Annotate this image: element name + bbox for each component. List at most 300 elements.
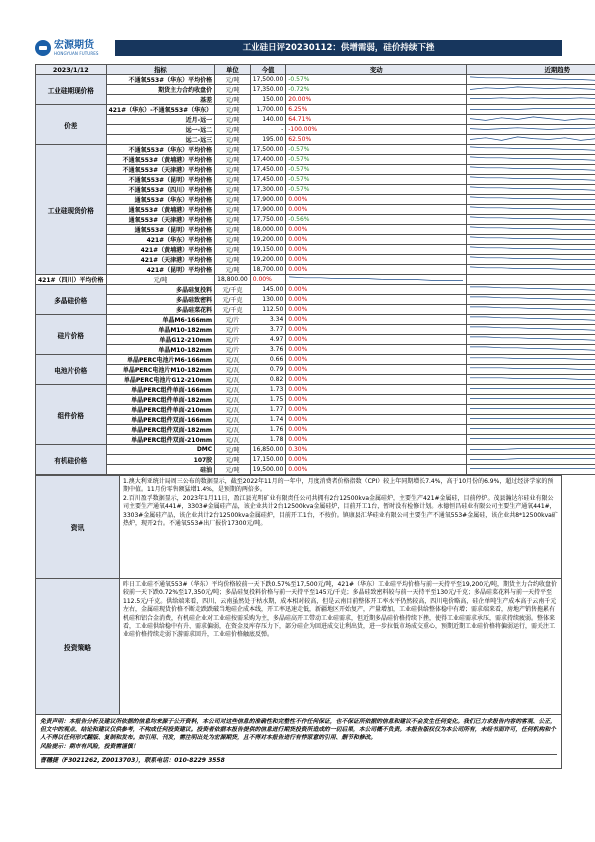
- sparkline: [467, 235, 595, 244]
- price-cell: 17,900.00: [250, 195, 286, 205]
- title-bar: [35, 30, 562, 64]
- table-row: [36, 125, 595, 135]
- change-cell: 20.00%: [286, 95, 467, 105]
- header-indicator: 指标: [106, 65, 215, 75]
- price-cell: 17,350.00: [250, 85, 286, 95]
- news-row: [36, 476, 562, 579]
- sparkline: [467, 315, 595, 324]
- sparkline: [467, 445, 595, 454]
- sparkline: [467, 155, 595, 164]
- table-row: [36, 305, 595, 315]
- unit-cell: 元/瓦: [215, 365, 251, 375]
- trend-cell: [467, 115, 595, 125]
- sparkline-line: [470, 358, 595, 360]
- sparkline-line: [470, 177, 595, 181]
- trend-cell: [467, 235, 595, 245]
- change-cell: 0.00%: [286, 385, 467, 395]
- unit-cell: 元/瓦: [215, 425, 251, 435]
- unit-cell: 元/瓦: [215, 415, 251, 425]
- price-cell: 4.97: [250, 335, 286, 345]
- indicator-name: 421#（华东）-不通氧553#（华东）: [106, 105, 215, 115]
- header-unit: 单位: [215, 65, 251, 75]
- sparkline-line: [470, 267, 595, 271]
- sparkline: [467, 285, 595, 294]
- price-cell: 19,500.00: [250, 465, 286, 475]
- sparkline: [467, 135, 595, 144]
- indicator-name: DMC: [106, 445, 215, 455]
- unit-cell: 元/吨: [215, 195, 251, 205]
- sparkline: [467, 105, 595, 114]
- advice-label: 投资策略: [36, 579, 120, 715]
- sparkline: [467, 115, 595, 124]
- sparkline: [467, 325, 595, 334]
- unit-cell: 元/吨: [215, 115, 251, 125]
- sparkline-line: [470, 327, 595, 331]
- change-cell: 0.00%: [286, 315, 467, 325]
- trend-cell: [467, 75, 595, 85]
- table-row: [36, 85, 595, 95]
- table-row: [36, 105, 595, 115]
- trend-cell: [467, 215, 595, 225]
- unit-cell: 元/吨: [215, 105, 251, 115]
- sparkline-line: [470, 187, 595, 191]
- category-cell: 有机硅价格: [36, 445, 107, 475]
- table-row: [36, 115, 595, 125]
- price-cell: 19,150.00: [250, 245, 286, 255]
- trend-cell: [467, 315, 595, 325]
- table-body: [36, 75, 595, 475]
- unit-cell: 元/片: [215, 335, 251, 345]
- change-cell: 0.00%: [286, 375, 467, 385]
- trend-cell: [467, 455, 595, 465]
- change-cell: 0.00%: [286, 255, 467, 265]
- trend-cell: [467, 135, 595, 145]
- price-table: [35, 64, 595, 475]
- change-cell: 64.71%: [286, 115, 467, 125]
- indicator-name: 远一-远二: [106, 125, 215, 135]
- sparkline: [467, 175, 595, 184]
- risk-note: 风险提示：期市有风险，投资需谨慎！: [40, 743, 139, 750]
- indicator-name: 单晶M10-182mm: [106, 325, 215, 335]
- trend-cell: [286, 275, 467, 285]
- indicator-name: 421#（昆明）平均价格: [106, 265, 215, 275]
- unit-cell: 元/吨: [215, 125, 251, 135]
- indicator-name: 107胶: [106, 455, 215, 465]
- price-cell: 17,900.00: [250, 205, 286, 215]
- indicator-name: 多晶硅复投料: [106, 285, 215, 295]
- table-row: [36, 415, 595, 425]
- unit-cell: 元/千克: [215, 305, 251, 315]
- price-cell: 17,450.00: [250, 175, 286, 185]
- indicator-name: 多晶硅菜花料: [106, 305, 215, 315]
- unit-cell: 元/吨: [215, 265, 251, 275]
- table-row: [36, 425, 595, 435]
- change-cell: 0.00%: [250, 275, 286, 285]
- sparkline-line: [470, 449, 595, 450]
- unit-cell: 元/吨: [215, 175, 251, 185]
- report-title: 工业硅日评20230112：供增需弱，硅价持续下挫: [115, 40, 562, 56]
- advice-text: 昨日工业硅不通氧553#（华东）平均价格较前一天下跌0.57%至17,500元/吨，421#（华东）工业硅平均价格与前一天持平至19,200元/吨，期货主力合约收盘价较前一天下跌0.72%至17,350元/吨；多晶硅复投料价格与前一天持平至145元/千克；多晶硅致密料较与前一天持平至130元/千克；多晶硅菜花料与前一天持平至112.5元/千克。供给端来看，四川、云南虽然处于枯水期，成本相对较高，但是云南目前整体开工率水平仍然较高，四川电价略高，硅企单吨生产成本高于云南千元左右，金属硅现货价格不断走跌跌破当地硅企成本线，开工率迅速走低，新疆地区开始复产，产量增加，工业硅供给整体稳中有增；需求端来看，房地产销售拖累有机硅和铝合金消费，有机硅企业对工业硅按需采购为主，多晶硅高开工带动工业硅需求，但近期多晶硅价格持续下挫，使得工业硅需求承压，需求持续疲弱。整体来看，工业硅供给稳中有升、需求偏弱，在资金及库存压力下，部分硅企为回进成交让利出货，进一步拉低市场成交重心，预期近期工业硅价格将偏弱运行，需关注工业硅价格持续走弱下游需求回升，工业硅价格触底反弹。: [120, 579, 562, 715]
- trend-cell: [467, 255, 595, 265]
- unit-cell: 元/吨: [215, 455, 251, 465]
- table-row: [36, 375, 595, 385]
- category-cell: 工业硅期现价格: [36, 75, 107, 105]
- trend-cell: [467, 145, 595, 155]
- sparkline: [467, 415, 595, 424]
- change-cell: 0.00%: [286, 235, 467, 245]
- sparkline-line: [470, 317, 595, 321]
- indicator-name: 421#（四川）平均价格: [36, 275, 107, 285]
- indicator-name: 通氧553#（天津港）平均价格: [106, 215, 215, 225]
- price-cell: 19,200.00: [250, 255, 286, 265]
- indicator-name: 单晶PERC组件单面-166mm: [106, 385, 215, 395]
- category-cell: 多晶硅价格: [36, 285, 107, 315]
- table-row: [36, 295, 595, 305]
- sparkline-line: [470, 197, 595, 201]
- price-cell: 17,500.00: [250, 75, 286, 85]
- sparkline-line: [470, 137, 595, 141]
- trend-cell: [467, 465, 595, 475]
- sparkline-line: [470, 297, 595, 301]
- sparkline-line: [470, 128, 595, 130]
- sparkline-line: [470, 307, 595, 311]
- unit-cell: 元/吨: [215, 75, 251, 85]
- sparkline: [467, 375, 595, 384]
- price-cell: 145.00: [250, 285, 286, 295]
- indicator-name: 不通氧553#（华东）平均价格: [106, 75, 215, 85]
- table-row: [36, 195, 595, 205]
- table-row: [36, 345, 595, 355]
- news-paragraph: 1.澳大利亚统计局周三公布的数据显示，截至2022年11月的一年中，月度消费者价格指数（CPI）较上年同期增长7.4%，高于10月份的6.9%，超过经济学家的预期中值。11月份零售额猛增1.4%，是预期的两倍多。: [123, 478, 554, 494]
- price-cell: 18,700.00: [250, 265, 286, 275]
- sparkline-line: [470, 157, 595, 161]
- unit-cell: 元/吨: [106, 275, 215, 285]
- table-row: [36, 445, 595, 455]
- unit-cell: 元/吨: [215, 135, 251, 145]
- unit-cell: 元/吨: [215, 85, 251, 95]
- indicator-name: 单晶PERC组件单面-182mm: [106, 395, 215, 405]
- price-cell: 17,150.00: [250, 455, 286, 465]
- sparkline: [467, 195, 595, 204]
- trend-cell: [467, 205, 595, 215]
- table-row: [36, 95, 595, 105]
- indicator-name: 单晶G12-210mm: [106, 335, 215, 345]
- indicator-name: 单晶PERC组件双面-210mm: [106, 435, 215, 445]
- change-cell: -0.57%: [286, 155, 467, 165]
- unit-cell: 元/吨: [215, 95, 251, 105]
- price-cell: 17,750.00: [250, 215, 286, 225]
- indicator-name: 单晶M6-166mm: [106, 315, 215, 325]
- price-cell: 1.76: [250, 425, 286, 435]
- sparkline-line: [470, 217, 595, 221]
- trend-cell: [467, 385, 595, 395]
- category-cell: 组件价格: [36, 385, 107, 445]
- indicator-name: 单晶PERC电池片M6-166mm: [106, 355, 215, 365]
- table-row: [36, 385, 595, 395]
- header-trend: 近期趋势: [467, 65, 595, 75]
- news-text: [120, 476, 562, 579]
- change-cell: 0.00%: [286, 325, 467, 335]
- indicator-name: 通氧553#（华东）平均价格: [106, 195, 215, 205]
- unit-cell: 元/吨: [215, 445, 251, 455]
- table-row: [36, 285, 595, 295]
- category-cell: 电池片价格: [36, 355, 107, 385]
- trend-cell: [467, 245, 595, 255]
- trend-cell: [467, 285, 595, 295]
- unit-cell: 元/吨: [215, 245, 251, 255]
- price-cell: 17,300.00: [250, 185, 286, 195]
- sparkline: [467, 355, 595, 364]
- trend-cell: [467, 265, 595, 275]
- indicator-name: 不通氧553#（华东）平均价格: [106, 145, 215, 155]
- sparkline-line: [470, 167, 595, 171]
- indicator-name: 硅油: [106, 465, 215, 475]
- header-date: 2023/1/12: [36, 65, 107, 75]
- price-cell: 0.79: [250, 365, 286, 375]
- trend-cell: [467, 85, 595, 95]
- price-cell: 3.76: [250, 345, 286, 355]
- indicator-name: 单晶M10-182mm: [106, 345, 215, 355]
- table-row: [36, 175, 595, 185]
- report-page: [35, 30, 571, 769]
- indicator-name: 通氧553#（黄埔港）平均价格: [106, 205, 215, 215]
- unit-cell: 元/吨: [215, 145, 251, 155]
- price-cell: 1.75: [250, 395, 286, 405]
- category-cell: 价差: [36, 105, 107, 145]
- trend-cell: [467, 185, 595, 195]
- sparkline: [467, 225, 595, 234]
- logo-icon: [35, 40, 51, 56]
- unit-cell: 元/吨: [215, 215, 251, 225]
- sparkline: [467, 265, 595, 274]
- unit-cell: 元/吨: [215, 155, 251, 165]
- change-cell: 0.00%: [286, 265, 467, 275]
- trend-cell: [467, 435, 595, 445]
- sparkline-line: [470, 439, 595, 440]
- table-row: [36, 435, 595, 445]
- change-cell: 0.00%: [286, 335, 467, 345]
- company-logo: [35, 38, 113, 58]
- indicator-name: 不通氧553#（黄埔港）平均价格: [106, 155, 215, 165]
- sparkline: [467, 185, 595, 194]
- price-cell: 16,850.00: [250, 445, 286, 455]
- unit-cell: 元/千克: [215, 295, 251, 305]
- change-cell: -0.56%: [286, 215, 467, 225]
- price-cell: 3.34: [250, 315, 286, 325]
- unit-cell: 元/吨: [215, 225, 251, 235]
- contact-info: 曹穗捷（F3021262, Z0013703），联系电话：010-8229 3558: [40, 754, 557, 765]
- change-cell: -0.72%: [286, 85, 467, 95]
- news-paragraph: 2.百川盈孚数据显示，2023年1月11日，盈江县光明矿业有限责任公司共拥有2台12500kva金属硅炉，主要生产421#金属硅，目前停炉。茂县瀚达尔硅业有限公司主要生产通氧441#，3303#金属硅产品，该企业共计2台12500kva金属硅炉，目前开工1台，暂时没有检修计划。永德恒昌硅业有限公司主要生产通氧441#，3303#金属硅产品，该企业共计2台12500kva金属硅炉，目前开工1台，不按价。镇康县汇华硅业有限公司主要生产不通氧553#金属硅，该企业共8*12500kva矿热炉，现开2台。不通氧553#出厂报价17300元/吨。: [123, 494, 558, 528]
- table-row: [36, 465, 595, 475]
- unit-cell: 元/瓦: [215, 385, 251, 395]
- trend-cell: [467, 325, 595, 335]
- sparkline-line: [470, 237, 595, 241]
- table-row: [36, 145, 595, 155]
- price-cell: 140.00: [250, 115, 286, 125]
- change-cell: 0.00%: [286, 225, 467, 235]
- price-cell: 17,400.00: [250, 155, 286, 165]
- table-row: [36, 185, 595, 195]
- sparkline: [467, 295, 595, 304]
- sparkline: [467, 215, 595, 224]
- unit-cell: 元/吨: [215, 165, 251, 175]
- change-cell: 0.00%: [286, 395, 467, 405]
- logo-cn: 宏源期货: [54, 40, 94, 51]
- sparkline-line: [470, 399, 595, 400]
- table-row: [36, 255, 595, 265]
- table-row: [36, 205, 595, 215]
- change-cell: 0.00%: [286, 355, 467, 365]
- price-cell: 18,800.00: [215, 275, 251, 285]
- change-cell: 0.00%: [286, 465, 467, 475]
- table-row: [36, 325, 595, 335]
- change-cell: 0.00%: [286, 405, 467, 415]
- sparkline: [467, 425, 595, 434]
- category-cell: 工业硅现货价格: [36, 145, 107, 275]
- price-cell: 1,700.00: [250, 105, 286, 115]
- indicator-name: 单晶PERC组件单面-210mm: [106, 405, 215, 415]
- price-cell: -: [250, 125, 286, 135]
- price-cell: 17,450.00: [250, 165, 286, 175]
- news-label: 资讯: [36, 476, 120, 579]
- sparkline: [286, 275, 466, 284]
- sparkline-line: [470, 337, 595, 341]
- trend-cell: [467, 355, 595, 365]
- info-table: [35, 475, 562, 715]
- price-cell: 19,200.00: [250, 235, 286, 245]
- indicator-name: 421#（天津港）平均价格: [106, 255, 215, 265]
- indicator-name: 单晶PERC电池片G12-210mm: [106, 375, 215, 385]
- price-cell: 130.00: [250, 295, 286, 305]
- change-cell: 0.00%: [286, 195, 467, 205]
- sparkline-line: [470, 378, 595, 380]
- indicator-name: 基差: [106, 95, 215, 105]
- sparkline-line: [289, 277, 463, 281]
- change-cell: 0.00%: [286, 455, 467, 465]
- change-cell: -100.00%: [286, 125, 467, 135]
- indicator-name: 不通氧553#（天津港）平均价格: [106, 165, 215, 175]
- trend-cell: [467, 195, 595, 205]
- change-cell: -0.57%: [286, 175, 467, 185]
- change-cell: -0.57%: [286, 185, 467, 195]
- sparkline-line: [470, 77, 595, 81]
- sparkline: [467, 395, 595, 404]
- sparkline-line: [470, 108, 595, 110]
- indicator-name: 远二-远三: [106, 135, 215, 145]
- sparkline: [467, 75, 595, 84]
- price-cell: 0.66: [250, 355, 286, 365]
- trend-cell: [467, 95, 595, 105]
- trend-cell: [467, 375, 595, 385]
- trend-cell: [467, 425, 595, 435]
- table-row: [36, 215, 595, 225]
- indicator-name: 期货主力合约收盘价: [106, 85, 215, 95]
- logo-en: HONGYUAN FUTURES: [54, 51, 99, 56]
- unit-cell: 元/瓦: [215, 375, 251, 385]
- indicator-name: 不通氧553#（昆明）平均价格: [106, 175, 215, 185]
- trend-cell: [467, 395, 595, 405]
- price-cell: 3.77: [250, 325, 286, 335]
- indicator-name: 近月-远一: [106, 115, 215, 125]
- indicator-name: 单晶PERC组件双面-166mm: [106, 415, 215, 425]
- sparkline: [467, 305, 595, 314]
- trend-cell: [467, 295, 595, 305]
- trend-cell: [467, 345, 595, 355]
- sparkline-line: [470, 247, 595, 251]
- price-cell: 1.73: [250, 385, 286, 395]
- trend-cell: [467, 445, 595, 455]
- price-cell: 17,500.00: [250, 145, 286, 155]
- unit-cell: 元/吨: [215, 255, 251, 265]
- sparkline: [467, 165, 595, 174]
- table-row: [36, 235, 595, 245]
- trend-cell: [467, 105, 595, 115]
- header-change: 变动: [286, 65, 467, 75]
- change-cell: 62.50%: [286, 135, 467, 145]
- trend-cell: [467, 305, 595, 315]
- change-cell: 0.30%: [286, 445, 467, 455]
- sparkline: [467, 345, 595, 354]
- sparkline-line: [470, 347, 595, 351]
- sparkline: [467, 205, 595, 214]
- unit-cell: 元/吨: [215, 185, 251, 195]
- sparkline-line: [470, 117, 595, 121]
- change-cell: 0.00%: [286, 345, 467, 355]
- trend-cell: [467, 405, 595, 415]
- sparkline: [467, 405, 595, 414]
- price-cell: 112.50: [250, 305, 286, 315]
- sparkline: [467, 385, 595, 394]
- change-cell: 0.00%: [286, 285, 467, 295]
- sparkline: [467, 335, 595, 344]
- table-row: [36, 155, 595, 165]
- price-cell: 18,000.00: [250, 225, 286, 235]
- sparkline: [467, 435, 595, 444]
- sparkline-line: [470, 257, 595, 261]
- change-cell: 0.00%: [286, 415, 467, 425]
- unit-cell: 元/瓦: [215, 355, 251, 365]
- unit-cell: 元/片: [215, 345, 251, 355]
- table-row: [36, 355, 595, 365]
- unit-cell: 元/片: [215, 325, 251, 335]
- table-header-row: [36, 65, 595, 75]
- trend-cell: [467, 365, 595, 375]
- header-today: 今值: [250, 65, 286, 75]
- sparkline-line: [470, 389, 595, 390]
- sparkline-line: [470, 87, 595, 91]
- sparkline-line: [470, 368, 595, 370]
- price-cell: 1.77: [250, 405, 286, 415]
- sparkline-line: [470, 419, 595, 420]
- sparkline: [467, 125, 595, 134]
- trend-cell: [467, 225, 595, 235]
- unit-cell: 元/吨: [215, 465, 251, 475]
- unit-cell: 元/千克: [215, 285, 251, 295]
- sparkline: [467, 465, 595, 474]
- sparkline-line: [470, 287, 595, 291]
- table-row: [36, 315, 595, 325]
- trend-cell: [467, 335, 595, 345]
- trend-cell: [467, 415, 595, 425]
- trend-cell: [467, 165, 595, 175]
- table-row: [36, 335, 595, 345]
- trend-cell: [467, 125, 595, 135]
- change-cell: -0.57%: [286, 145, 467, 155]
- unit-cell: 元/瓦: [215, 435, 251, 445]
- price-cell: 195.00: [250, 135, 286, 145]
- table-row: [36, 265, 595, 275]
